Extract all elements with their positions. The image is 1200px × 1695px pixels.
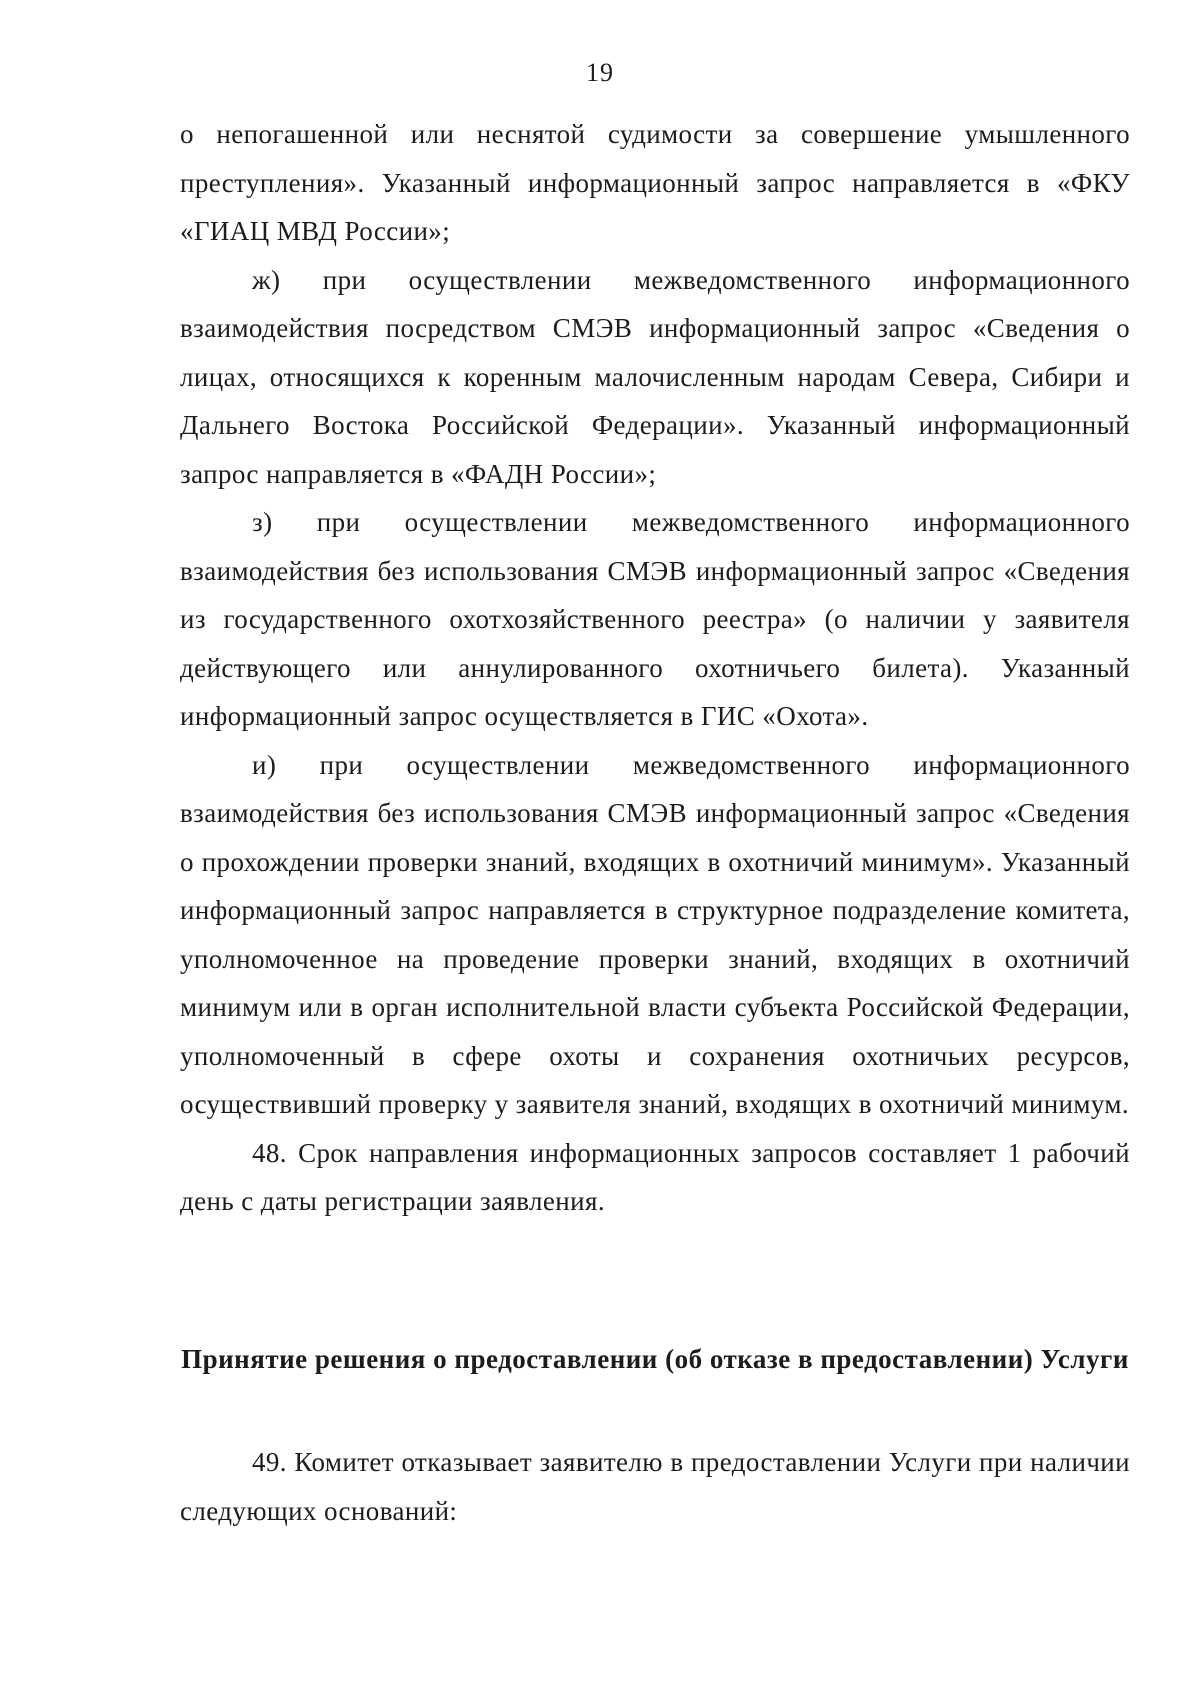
document-body [180, 110, 1130, 1226]
page-number: 19 [586, 58, 614, 87]
section-body [180, 1438, 1130, 1535]
paragraph-49: 49. Комитет отказывает заявителю в предоставлении Услуги при наличии следующих оснований: [180, 1447, 1130, 1526]
paragraph-item-zh: ж) при осуществлении межведомственного информационного взаимодействия посредством СМЭВ информационный запрос «Сведения о лицах, относящихся к коренным малочисленным народам Севера, Сибири и Дальнего Востока Российской Федерации». Указанный информационный запрос направляется в «ФАДН России»; [180, 264, 1130, 489]
paragraph-item-z: з) при осуществлении межведомственного информационного взаимодействия без использования СМЭВ информационный запрос «Сведения из государственного охотхозяйственного реестра» (о наличии у заявителя действующего или аннулированного охотничьего билета). Указанный информационный запрос осуществляется в ГИС «Охота». [180, 507, 1130, 731]
paragraph-item-i: и) при осуществлении межведомственного информационного взаимодействия без использования СМЭВ информационный запрос «Сведения о прохождении проверки знаний, входящих в охотничий минимум». Указанный информационный запрос направляется в структурное подразделение комитета, уполномоченное на проведение проверки знаний, входящих в охотничий минимум или в орган исполнительной власти субъекта Российской Федерации, уполномоченный в сфере охоты и сохранения охотничьих ресурсов, осуществивший проверку у заявителя знаний, входящих в охотничий минимум. [180, 749, 1130, 1119]
paragraph-continuation: о непогашенной или неснятой судимости за совершение умышленного преступления». Указанный информационный запрос направляется в «ФКУ «ГИАЦ МВД России»; [180, 119, 1130, 246]
section-heading: Принятие решения о предоставлении (об отказе в предоставлении) Услуги [181, 1344, 1129, 1374]
paragraph-48: 48. Срок направления информационных запросов составляет 1 рабочий день с даты регистрации заявления. [180, 1137, 1130, 1216]
